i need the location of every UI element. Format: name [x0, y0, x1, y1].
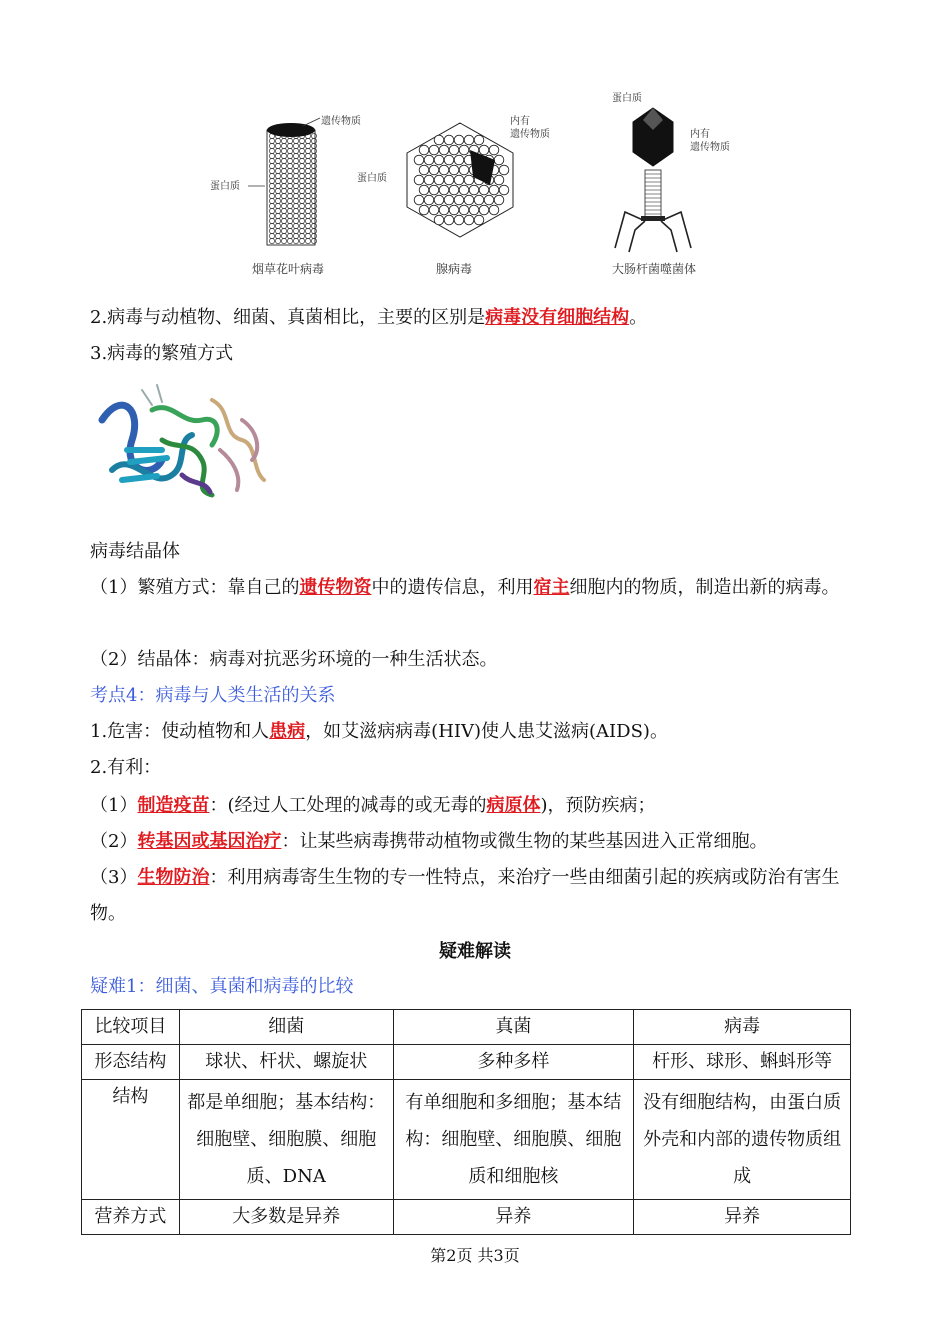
table-cell: 异养 — [393, 1200, 634, 1235]
adeno-inner-label-2: 遗传物质 — [510, 129, 550, 140]
page-footer: 第2页 共3页 — [430, 1246, 520, 1265]
adeno-inner-label-1: 内有 — [510, 116, 530, 127]
highlight-pathogen: 病原体 — [486, 795, 541, 816]
table-cell: 形态结构 — [82, 1045, 180, 1080]
phage-caption: 大肠杆菌噬菌体 — [612, 262, 697, 276]
table-header: 病毒 — [634, 1010, 851, 1045]
heading-reproduction: 3.病毒的繁殖方式 — [90, 343, 234, 364]
tobacco-caption: 烟草花叶病毒 — [252, 262, 325, 276]
benefit-gene: （2）转基因或基因治疗：让某些病毒携带动植物或微生物的某些基因进入正常细胞。 — [90, 831, 768, 852]
adeno-protein-label: 蛋白质 — [357, 173, 387, 184]
table-cell: 都是单细胞；基本结构：细胞壁、细胞膜、细胞质、DNA — [179, 1080, 393, 1200]
virus-crystal-image — [92, 380, 272, 510]
table-header: 细菌 — [179, 1010, 393, 1045]
table-cell: 异养 — [634, 1200, 851, 1235]
reproduction-method: （1）繁殖方式：靠自己的遗传物资中的遗传信息，利用宿主细胞内的物质，制造出新的病毒。 — [90, 577, 840, 598]
highlight-no-cell-structure: 病毒没有细胞结构 — [485, 307, 630, 328]
table-cell: 结构 — [82, 1080, 180, 1200]
highlight-vaccine: 制造疫苗 — [137, 795, 210, 816]
table-header-row — [82, 1010, 851, 1045]
table-row — [82, 1080, 851, 1200]
table-cell: 有单细胞和多细胞；基本结构：细胞壁、细胞膜、细胞质和细胞核 — [393, 1080, 634, 1200]
table-cell: 多种多样 — [393, 1045, 634, 1080]
table-row — [82, 1045, 851, 1080]
tobacco-genetic-label: 遗传物质 — [321, 116, 361, 127]
table-header: 真菌 — [393, 1010, 634, 1045]
crystal-caption: 病毒结晶体 — [90, 541, 180, 562]
highlight-genetic-material: 遗传物资 — [299, 577, 372, 598]
tobacco-protein-label: 蛋白质 — [210, 181, 240, 192]
benefit-heading: 2.有利： — [90, 757, 162, 778]
highlight-gene-therapy: 转基因或基因治疗 — [137, 831, 282, 852]
phage-protein-label: 蛋白质 — [612, 93, 642, 104]
tobacco-mosaic-virus-figure — [205, 90, 375, 250]
kp4-heading: 考点4：病毒与人类生活的关系 — [90, 685, 336, 706]
comparison-table — [81, 1009, 851, 1235]
section-title: 疑难解读 — [439, 941, 511, 962]
highlight-disease: 患病 — [269, 721, 306, 742]
table-header: 比较项目 — [82, 1010, 180, 1045]
paragraph-difference: 2.病毒与动植物、细菌、真菌相比，主要的区别是病毒没有细胞结构。 — [90, 307, 648, 328]
table-cell: 营养方式 — [82, 1200, 180, 1235]
benefit-biocontrol: （3）生物防治：利用病毒寄生生物的专一性特点，来治疗一些由细菌引起的疾病或防治有害生物。 — [90, 867, 840, 924]
difficulty-heading: 疑难1：细菌、真菌和病毒的比较 — [90, 976, 354, 997]
table-cell: 大多数是异养 — [179, 1200, 393, 1235]
highlight-biocontrol: 生物防治 — [137, 867, 210, 888]
adeno-caption: 腺病毒 — [436, 262, 473, 276]
harm-paragraph: 1.危害：使动植物和人患病，如艾滋病病毒(HIV)使人患艾滋病(AIDS)。 — [90, 721, 668, 742]
table-cell: 球状、杆状、螺旋状 — [179, 1045, 393, 1080]
adenovirus-figure — [395, 115, 525, 245]
table-cell: 杆形、球形、蝌蚪形等 — [634, 1045, 851, 1080]
crystal-state: （2）结晶体：病毒对抗恶劣环境的一种生活状态。 — [90, 649, 498, 670]
table-cell: 没有细胞结构，由蛋白质外壳和内部的遗传物质组成 — [634, 1080, 851, 1200]
benefit-vaccine: （1）制造疫苗：(经过人工处理的减毒的或无毒的病原体)，预防疾病； — [90, 795, 656, 816]
table-row — [82, 1200, 851, 1235]
phage-inner-label-2: 遗传物质 — [690, 142, 730, 153]
bacteriophage-figure — [605, 100, 705, 255]
highlight-host: 宿主 — [533, 577, 570, 598]
phage-inner-label-1: 内有 — [690, 129, 710, 140]
